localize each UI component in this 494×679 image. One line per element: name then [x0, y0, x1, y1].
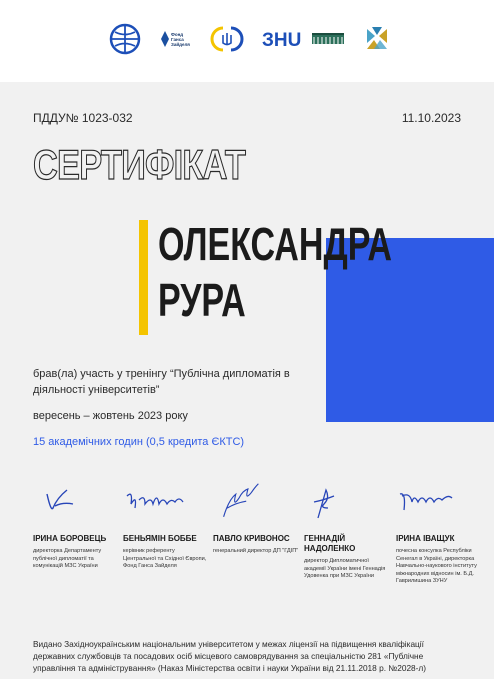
- certificate-title: СЕРТИФІКАТ: [33, 141, 246, 188]
- signatory-name: ІРИНА БОРОВЕЦЬ: [33, 534, 107, 543]
- recipient-first-name: ОЛЕКСАНДРА: [158, 218, 393, 270]
- yellow-accent-bar: [139, 220, 148, 335]
- certificate-date: 11.10.2023: [401, 111, 461, 125]
- signatory-role: керівник референту Центральної та Східної Європи, Фонд Ганса Зайделя: [123, 548, 207, 569]
- signatory-2: [123, 482, 213, 571]
- academy-building-logo: [312, 24, 344, 54]
- recipient-last-name: РУРА: [158, 274, 246, 326]
- ukraine-trident-logo: [213, 24, 241, 54]
- signature-2: [123, 482, 187, 522]
- signature-5: [396, 482, 456, 522]
- hanns-seidel-logo: [161, 24, 190, 54]
- academic-hours: 15 академічних годин (0,5 кредита ЄКТС): [33, 436, 245, 448]
- fund-text-2: Ганса: [171, 36, 184, 42]
- star-emblem-logo: [364, 24, 390, 54]
- signatory-role: почесна консулка Республіки Сенегал в Україні, директорка Навчально-наукового інституту міжнародних відносин ім. Б.Д. Гаврилишина ЗУНУ: [396, 548, 477, 584]
- signatory-name: ГЕННАДІЙ НАДОЛЕНКО: [304, 534, 356, 553]
- signatory-name: ІРИНА ІВАЩУК: [396, 534, 455, 543]
- signatory-3: [213, 482, 303, 556]
- participation-text: брав(ла) участь у тренінгу “Публічна дипломатія в діяльності університетів”: [33, 368, 290, 396]
- znu-wordmark: ЗНU: [262, 30, 302, 51]
- signature-3: [213, 482, 269, 522]
- znu-logo: [262, 24, 302, 54]
- license-footer: Видано Західноукраїнським національним університетом у межах ліцензії на підвищення кваліфікації державних службовців та посадових осіб місцевого самоврядування за спеціальністю 281 «Публічне управління та адміністрування» (Наказ Міністерства освіти і науки України від 21.11.2018 р. №2028-л): [33, 639, 427, 673]
- signatory-name: БЕНЬЯМІН БОББЕ: [123, 534, 197, 543]
- signatory-4: [304, 482, 394, 581]
- signatory-role: директорка Департаменту публічної дипломатії та комунікацій МЗС України: [33, 548, 102, 569]
- fund-text-3: Зайделя: [171, 41, 190, 47]
- signatory-role: генеральний директор ДП "ГДІП": [213, 548, 299, 554]
- signature-1: [33, 482, 83, 522]
- signature-4: [304, 482, 344, 522]
- signatory-5: [396, 482, 486, 586]
- signatory-role: директор Дипломатичної академії України імені Геннадія Удовенка при МЗС України: [304, 558, 386, 579]
- logo-band: [0, 0, 494, 82]
- training-period: вересень – жовтень 2023 року: [33, 410, 188, 422]
- certificate-number: ПДДУ№ 1023-032: [33, 111, 133, 125]
- diamond-icon: [161, 31, 169, 47]
- fund-text-1: Фонд: [171, 31, 184, 37]
- globe-logo-icon: [109, 24, 141, 54]
- recipient-name: [158, 216, 392, 328]
- signatory-1: [33, 482, 123, 571]
- signatory-name: ПАВЛО КРИВОНОС: [213, 534, 290, 543]
